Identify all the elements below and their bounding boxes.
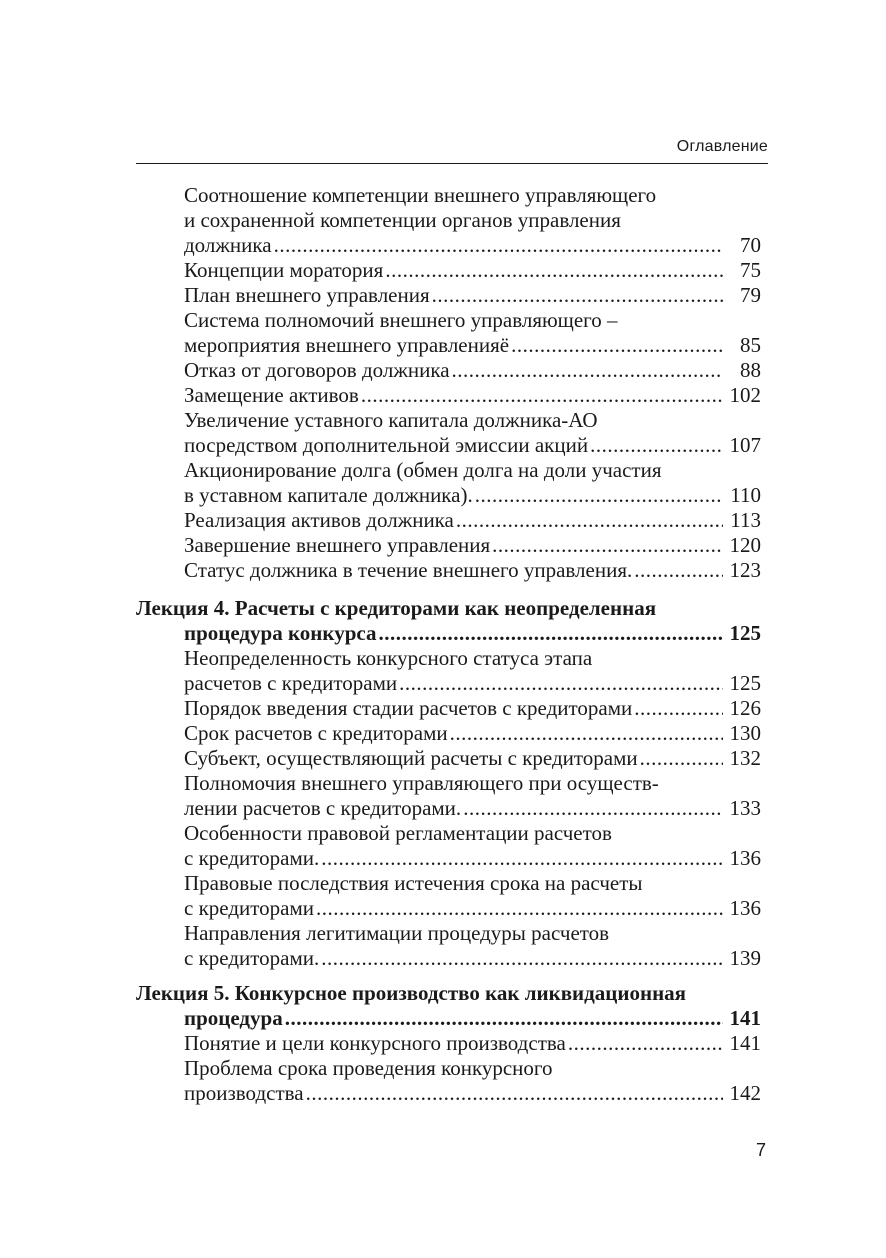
toc-entry-text: Статус должника в течение внешнего управления. (184, 558, 633, 582)
toc-page-number: 136 (729, 896, 761, 920)
toc-entry[interactable] (136, 696, 761, 721)
leader-dots (378, 621, 723, 646)
toc-entry[interactable] (136, 383, 761, 408)
table-of-contents (136, 183, 761, 1106)
toc-page-number: 88 (740, 358, 761, 382)
toc-entry-text: Субъект, осуществляющий расчеты с кредиторами (184, 746, 638, 770)
toc-entry-text: с кредиторами. (184, 946, 320, 970)
toc-entry-text: Понятие и цели конкурсного производства (184, 1031, 566, 1055)
toc-page-number: 107 (729, 433, 761, 457)
toc-entry-text: Реализация активов должника (184, 508, 454, 532)
toc-page-number: 125 (729, 621, 761, 645)
toc-entry-text: Акционирование долга (обмен долга на доли участия (184, 458, 662, 482)
toc-entry-text: Порядок введения стадии расчетов с кредиторами (184, 696, 633, 720)
toc-entry-text: Концепции моратория (184, 258, 384, 282)
leader-dots (450, 721, 723, 746)
toc-entry-text: посредством дополнительной эмиссии акций (184, 433, 589, 457)
toc-entry[interactable] (136, 258, 761, 283)
leader-dots (456, 508, 723, 533)
lecture-title: Лекция 4. Расчеты с кредиторами как неопределенная (136, 596, 657, 620)
leader-dots (452, 358, 723, 383)
leader-dots (321, 846, 723, 871)
toc-entry-text: План внешнего управления (184, 283, 430, 307)
leader-dots (568, 1031, 723, 1056)
toc-lecture-heading[interactable] (136, 981, 761, 1031)
toc-entry-text: с кредиторами (184, 896, 314, 920)
leader-dots (274, 233, 723, 258)
lecture-title: Лекция 5. Конкурсное производство как ликвидационная (136, 981, 687, 1005)
toc-entry-text: лении расчетов с кредиторами. (184, 796, 462, 820)
toc-page-number: 79 (740, 283, 761, 307)
toc-entry[interactable] (136, 283, 761, 308)
toc-page-number: 120 (729, 533, 761, 557)
toc-entry-text: Увеличение уставного капитала должника-АО (184, 408, 598, 432)
toc-page-number: 123 (729, 558, 761, 582)
leader-dots (399, 671, 723, 696)
toc-entry[interactable] (136, 408, 761, 458)
toc-entry[interactable] (136, 721, 761, 746)
leader-dots (492, 533, 723, 558)
toc-entry-text: Срок расчетов с кредиторами (184, 721, 448, 745)
toc-entry-text: Проблема срока проведения конкурсного (184, 1056, 553, 1080)
toc-page-number: 141 (729, 1006, 761, 1030)
header-rule (136, 163, 768, 164)
leader-dots (640, 746, 723, 771)
toc-page-number: 136 (729, 846, 761, 870)
toc-page-number: 125 (729, 671, 761, 695)
page-number: 7 (755, 1140, 766, 1160)
leader-dots (306, 1081, 723, 1106)
toc-entry-text: Замещение активов (184, 383, 359, 407)
toc-entry-text: Завершение внешнего управления (184, 533, 491, 557)
toc-entry-text: Система полномочий внешнего управляющего – (184, 308, 618, 332)
toc-page-number: 110 (730, 483, 761, 507)
toc-page-number: 130 (729, 721, 761, 745)
lecture-title: процедура (184, 1006, 283, 1030)
leader-dots (475, 483, 723, 508)
toc-entry[interactable] (136, 871, 761, 921)
leader-dots (463, 796, 723, 821)
toc-entry[interactable] (136, 771, 761, 821)
toc-entry[interactable] (136, 1031, 761, 1056)
leader-dots (385, 258, 723, 283)
toc-entry[interactable] (136, 533, 761, 558)
leader-dots (361, 383, 723, 408)
toc-entry-text: должника (184, 233, 272, 257)
toc-entry[interactable] (136, 646, 761, 696)
toc-entry[interactable] (136, 746, 761, 771)
leader-dots (321, 946, 723, 971)
toc-page-number: 132 (729, 746, 761, 770)
toc-entry[interactable] (136, 1056, 761, 1106)
toc-entry[interactable] (136, 558, 761, 583)
toc-entry[interactable] (136, 508, 761, 533)
toc-entry-text: Отказ от договоров должника (184, 358, 450, 382)
toc-entry[interactable] (136, 821, 761, 871)
toc-entry-text: расчетов с кредиторами (184, 671, 398, 695)
toc-entry-text: мероприятия внешнего управленияё (184, 333, 510, 357)
toc-page-number: 141 (729, 1031, 761, 1055)
lecture-title: процедура конкурса (184, 621, 377, 645)
toc-page-number: 133 (729, 796, 761, 820)
leader-dots (432, 283, 723, 308)
toc-entry[interactable] (136, 308, 761, 358)
toc-entry-text: в уставном капитале должника). (184, 483, 473, 507)
toc-entry-text: Соотношение компетенции внешнего управляющего (184, 183, 657, 207)
toc-entry-text: Полномочия внешнего управляющего при осуществ- (184, 771, 659, 795)
toc-page-number: 85 (740, 333, 761, 357)
toc-entry[interactable] (136, 458, 761, 508)
toc-page-number: 142 (729, 1081, 761, 1105)
toc-entry-text: производства (184, 1081, 304, 1105)
toc-entry-text: Особенности правовой регламентации расчетов (184, 821, 612, 845)
toc-entry[interactable] (136, 183, 761, 258)
toc-page-number: 126 (729, 696, 761, 720)
toc-page-number: 70 (740, 233, 761, 257)
toc-page-number: 75 (740, 258, 761, 282)
leader-dots (285, 1006, 723, 1031)
toc-entry[interactable] (136, 921, 761, 971)
leader-dots (511, 333, 723, 358)
toc-page-number: 102 (729, 383, 761, 407)
leader-dots (634, 696, 723, 721)
toc-page-number: 113 (730, 508, 761, 532)
toc-entry-text: Правовые последствия истечения срока на расчеты (184, 871, 643, 895)
toc-page-number: 139 (729, 946, 761, 970)
running-header: Оглавление (676, 138, 768, 155)
toc-entry-text: и сохраненной компетенции органов управления (184, 208, 621, 232)
toc-entry-text: Неопределенность конкурсного статуса этапа (184, 646, 593, 670)
toc-entry[interactable] (136, 358, 761, 383)
toc-entry-text: Направления легитимации процедуры расчетов (184, 921, 610, 945)
leader-dots (634, 558, 723, 583)
leader-dots (590, 433, 723, 458)
leader-dots (316, 896, 723, 921)
toc-entry-text: с кредиторами. (184, 846, 320, 870)
toc-lecture-heading[interactable] (136, 596, 761, 646)
